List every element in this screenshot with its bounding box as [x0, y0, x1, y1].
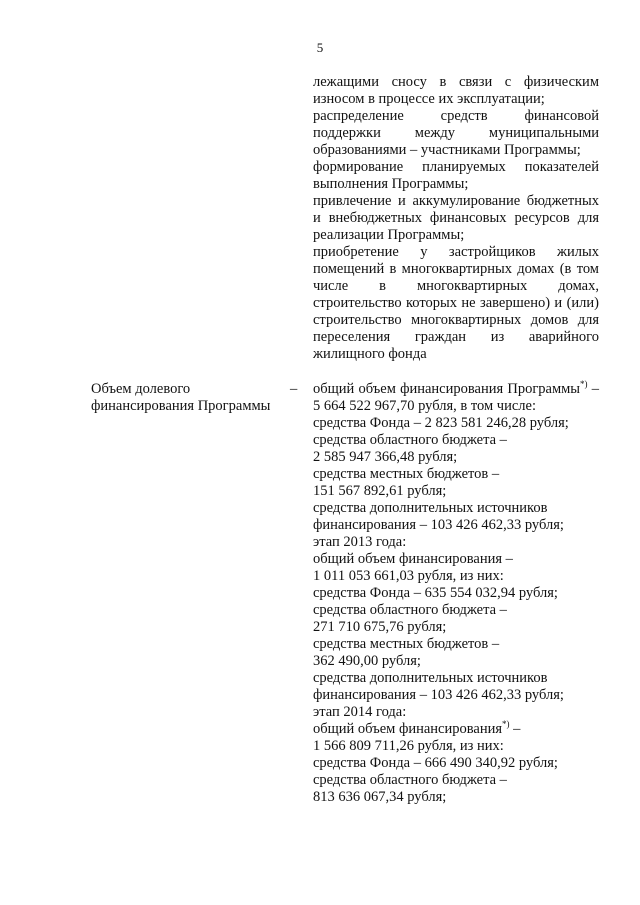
financing-details: [313, 381, 599, 806]
financing-dash: –: [290, 381, 298, 397]
financing-line: средства областного бюджета –: [313, 432, 507, 448]
task-item: приобретение у застройщиков жилых помещений в многоквартирных домах (в том числе в многоквартирных домах, строительство которых не завершено) и (или) строительство многоквартирных домов для переселения граждан из аварийного жилищного фонда: [313, 244, 599, 362]
financing-line: общий объем финансирования –: [313, 551, 513, 567]
footnote-mark: *): [580, 379, 588, 390]
page-number: 5: [316, 40, 324, 55]
financing-label: Объем долевого финансирования Программы: [91, 381, 271, 414]
stage-heading: этап 2013 года:: [313, 534, 407, 550]
program-tasks-list: [313, 74, 599, 363]
financing-line: 271 710 675,76 рубля;: [313, 619, 447, 635]
financing-total: [313, 381, 599, 415]
financing-line: средства Фонда – 666 490 340,92 рубля;: [313, 755, 558, 771]
financing-line: средства дополнительных источников: [313, 500, 548, 516]
financing-line: 362 490,00 рубля;: [313, 653, 421, 669]
stage-heading: этап 2014 года:: [313, 704, 407, 720]
financing-line: средства местных бюджетов –: [313, 466, 500, 482]
financing-line: средства Фонда – 635 554 032,94 рубля;: [313, 585, 558, 601]
financing-line: средства местных бюджетов –: [313, 636, 500, 652]
financing-total-text-b: – 5 664 522 967,70 рубля, в том числе:: [313, 381, 599, 414]
financing-line: 1 566 809 711,26 рубля, из них:: [313, 738, 504, 754]
financing-line: 2 585 947 366,48 рубля;: [313, 449, 458, 465]
financing-line: 151 567 892,61 рубля;: [313, 483, 447, 499]
financing-total-2014-text-a: общий объем финансирования: [313, 721, 503, 737]
financing-total-2014: [313, 721, 599, 738]
financing-line: средства областного бюджета –: [313, 602, 507, 618]
financing-line: средства Фонда – 2 823 581 246,28 рубля;: [313, 415, 569, 431]
financing-line: средства областного бюджета –: [313, 772, 507, 788]
financing-line: финансирования – 103 426 462,33 рубля;: [313, 517, 564, 533]
task-item: лежащими сносу в связи с физическим износом в процессе их эксплуатации;: [313, 74, 599, 107]
financing-line: финансирования – 103 426 462,33 рубля;: [313, 687, 564, 703]
footnote-mark: *): [502, 719, 510, 730]
financing-line: 1 011 053 661,03 рубля, из них:: [313, 568, 504, 584]
financing-total-text-a: общий объем финансирования Программы: [313, 381, 581, 397]
task-item: распределение средств финансовой поддержки между муниципальными образованиями – участниками Программы;: [313, 108, 599, 158]
financing-line: средства дополнительных источников: [313, 670, 548, 686]
financing-line: 813 636 067,34 рубля;: [313, 789, 447, 805]
task-item: привлечение и аккумулирование бюджетных и внебюджетных финансовых ресурсов для реализации Программы;: [313, 193, 599, 243]
financing-total-2014-text-b: –: [509, 721, 521, 737]
task-item: формирование планируемых показателей выполнения Программы;: [313, 159, 599, 192]
